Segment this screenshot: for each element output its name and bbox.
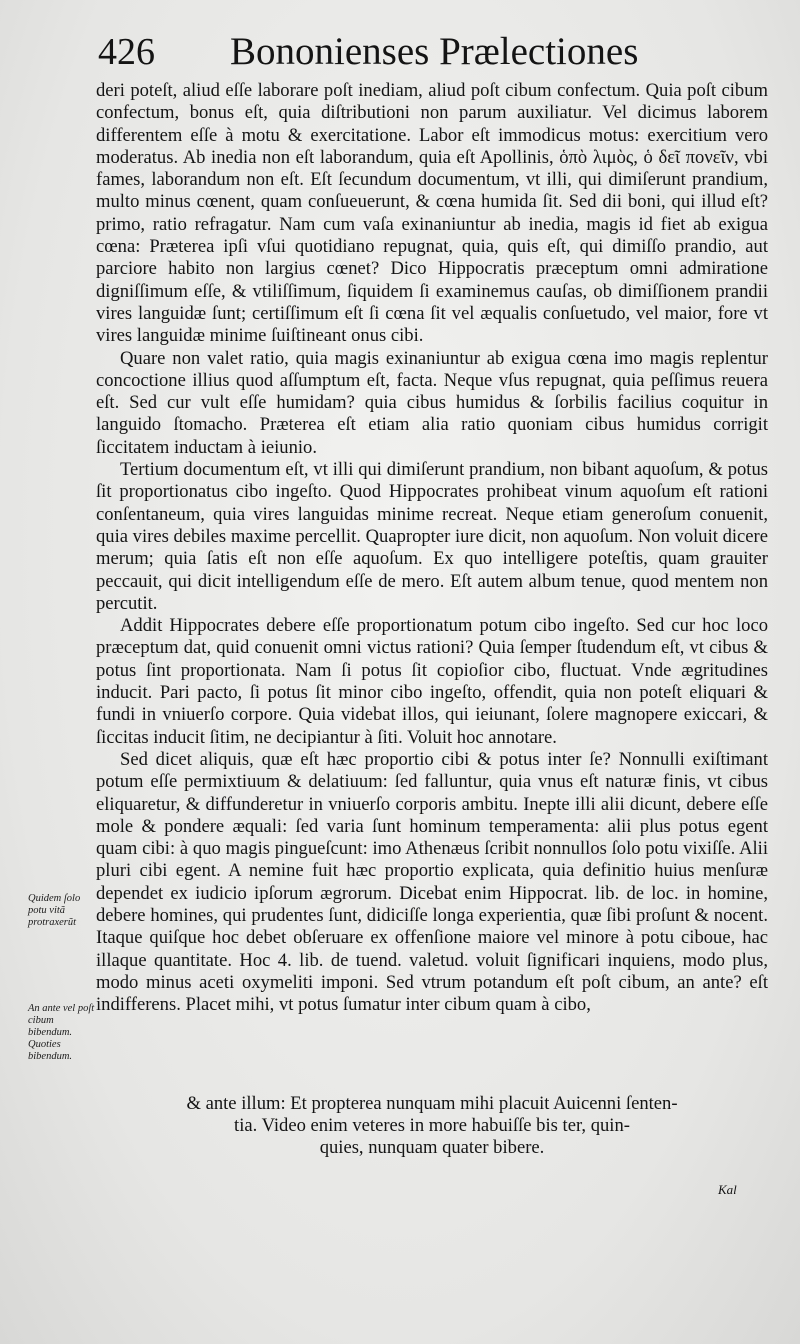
closing-line: tia. Video enim veteres in more habuiſſe bis ter, quin- — [234, 1115, 630, 1136]
catchword: Kal — [718, 1182, 737, 1197]
paragraph: Quare non valet ratio, quia magis exinaniuntur ab exigua cœna imo magis replentur concoctione illius quod aſſumptum eſt, facta. Neque vſus repugnat, quia peſſimus reuera eſt. Sed cur vult eſſe humidam? quia cibus humidus & ſorbilis facilius coquitur in languido ſtomacho. Præterea eſt etiam alia ratio quoniam cibus humidus corrigit ſiccitatem inductam à ieiunio. — [96, 347, 768, 458]
page-header — [98, 28, 698, 78]
margin-note: An ante vel poſt cibum bibendum. Quoties bibendum. — [28, 1003, 95, 1062]
running-title: Bononienses Prælectiones — [230, 30, 639, 73]
closing-line: & ante illum: Et propterea nunquam mihi placuit Auicenni ſenten- — [186, 1093, 678, 1114]
paragraph: Sed dicet aliquis, quæ eſt hæc proportio cibi & potus inter ſe? Nonnulli exiſtimant potum eſſe permixtiuum & delatiuum: ſed falluntur, quia vnus eſt naturæ finis, vt cibus eliquaretur, & diffunderetur in vniuerſo corporis ambitu. Inepte illi alii dicunt, debere eſſe mole & pondere æquali: ſed varia ſunt hominum temperamenta: alii plus potus egent quam cibi: à quo magis pingueſcunt: imo Athenæus ſcribit nonnullos ſolo potu vixiſſe. Alii pluri cibi egent. A nemine fuit hæc proportio explicata, quia definitio huius menſuræ dependet ex iudicio ipſorum ægrorum. Dicebat enim Hippocrat. lib. de loc. in homine, debere homines, qui prudentes ſunt, didiciſſe longa experientia, quæ ſibi proſunt & nocent. Itaque quiſque hoc debet obſeruare ex offenſione maiore vel minore à potu ciboue, hac illaque quantitate. Hoc 4. lib. de tuend. valetud. voluit ſignificari inquiens, modo plus, modo minus aceti oxymeliti imponi. Sed vtrum potandum eſt poſt cibum, an ante? eſt indifferens. Placet mihi, vt potus ſumatur inter cibum quam à cibo, — [96, 748, 768, 1016]
page-number: 426 — [98, 31, 155, 73]
paragraph: Tertium documentum eſt, vt illi qui dimiſerunt prandium, non bibant aquoſum, & potus ſit proportionatus cibo ingeſto. Quod Hippocrates prohibeat vinum aquoſum eſt rationi conſentaneum, quia vires languidas minime recreat. Neque etiam generoſum conuenit, quia vires debiles maxime percellit. Quapropter iure dicit, non aquoſum. Non voluit dicere merum; quia ſatis eſt non eſſe aquoſum. Ex quo intelligere poteſtis, quam grauiter peccauit, qui dicit intelligendum eſſe de mero. Eſt autem album tenue, quod mentem non percutit. — [96, 459, 768, 614]
closing-line: quies, nunquam quater bibere. — [319, 1137, 545, 1158]
paragraph: Addit Hippocrates debere eſſe proportionatum potum cibo ingeſto. Sed cur hoc loco præceptum dat, quid conuenit omni victus rationi? Quia ſemper ſtudendum eſt, vt cibus & potus ſint proportionata. Nam ſi potus ſit copioſior cibo, fluctuat. Vnde ægritudines inducit. Pari pacto, ſi potus ſit minor cibo ingeſto, offendit, quia non poteſt eliquari & fundi in vniuerſo corpore. Quia videbat illos, qui ieiunant, ſolere magnopere exiccari, & ſiccitas inducit ſitim, ne decipiantur à ſiti. Voluit hoc annotare. — [96, 615, 768, 748]
body-text — [96, 80, 768, 1016]
margin-note: Quidem ſolo potu vitã protraxerũt — [28, 893, 81, 928]
paragraph: deri poteſt, aliud eſſe laborare poſt inediam, aliud poſt cibum confectum. Quia poſt cibum confectum, bonus eſt, quia diſtributioni non parum auxiliatur. Vel dicimus laborem differentem eſſe à motu & exercitatione. Labor eſt immodicus motus: exercitium vero moderatus. Ab inedia non eſt laborandum, quia eſt Apollinis, ὁπὸ λιμὸς, ὁ δεῖ πονεῖν, vbi fames, laborandum non eſt. Eſt ſecundum documentum, vt illi, qui dimiſerunt prandium, multo minus cœnent, quam conſueuerunt, & cœna humida ſit. Sed dii boni, qui illud eſt? primo, ratio refragatur. Nam cum vaſa exinaniuntur ab inedia, magis id fiet ab exigua cœna: Præterea ipſi vſui quotidiano repugnat, quia, quis eſt, qui dimiſſo prandio, aut parciore habito non largius cœnet? Dico Hippocratis præceptum omni admiratione digniſſimum eſſe, & vtiliſſimum, ſiquidem ſi examinemus cauſas, ob dimiſſionem prandii vires languidæ ſunt; certiſſimum eſt ſi cœna ſit vel æqualis conſuetudo, vel maior, fore vt vires languidæ minime ſuiſtineant onus cibi. — [96, 80, 768, 347]
